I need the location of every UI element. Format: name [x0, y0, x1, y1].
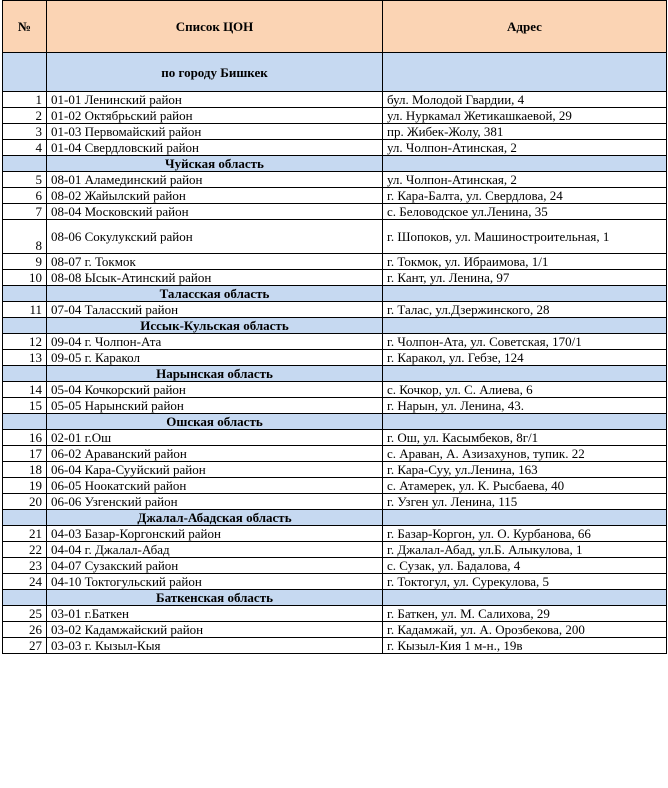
- section-title: Баткенская область: [47, 590, 383, 606]
- section-row: [3, 53, 667, 92]
- section-num-cell: [3, 510, 47, 526]
- table-row: [3, 220, 667, 254]
- section-row: [3, 286, 667, 302]
- row-number: 1: [3, 92, 47, 108]
- table-row: [3, 430, 667, 446]
- section-num-cell: [3, 156, 47, 172]
- header-address: Адрес: [383, 1, 667, 53]
- table-row: [3, 622, 667, 638]
- table-row: [3, 494, 667, 510]
- row-number: 24: [3, 574, 47, 590]
- section-title: по городу Бишкек: [47, 53, 383, 92]
- section-num-cell: [3, 286, 47, 302]
- table-row: [3, 462, 667, 478]
- tson-name: 07-04 Таласский район: [47, 302, 383, 318]
- tson-address: г. Кант, ул. Ленина, 97: [383, 270, 667, 286]
- tson-address: с. Кочкор, ул. С. Алиева, 6: [383, 382, 667, 398]
- table-row: [3, 302, 667, 318]
- table-row: [3, 638, 667, 654]
- table-body: [3, 53, 667, 654]
- header-num: №: [3, 1, 47, 53]
- table-row: [3, 478, 667, 494]
- tson-name: 05-04 Кочкорский район: [47, 382, 383, 398]
- tson-name: 08-07 г. Токмок: [47, 254, 383, 270]
- table-row: [3, 254, 667, 270]
- section-row: [3, 590, 667, 606]
- tson-name: 09-05 г. Каракол: [47, 350, 383, 366]
- tson-name: 08-08 Ысык-Атинский район: [47, 270, 383, 286]
- tson-address: г. Нарын, ул. Ленина, 43.: [383, 398, 667, 414]
- tson-name: 06-05 Ноокатский район: [47, 478, 383, 494]
- tson-name: 03-01 г.Баткен: [47, 606, 383, 622]
- section-num-cell: [3, 318, 47, 334]
- section-addr-cell: [383, 510, 667, 526]
- tson-name: 04-03 Базар-Коргонский район: [47, 526, 383, 542]
- table-row: [3, 558, 667, 574]
- table-row: [3, 172, 667, 188]
- row-number: 25: [3, 606, 47, 622]
- table-row: [3, 606, 667, 622]
- table-row: [3, 124, 667, 140]
- row-number: 9: [3, 254, 47, 270]
- section-num-cell: [3, 590, 47, 606]
- tson-name: 09-04 г. Чолпон-Ата: [47, 334, 383, 350]
- tson-address: г. Токмок, ул. Ибраимова, 1/1: [383, 254, 667, 270]
- tson-address: пр. Жибек-Жолу, 381: [383, 124, 667, 140]
- tson-address: бул. Молодой Гвардии, 4: [383, 92, 667, 108]
- row-number: 11: [3, 302, 47, 318]
- tson-address: г. Кара-Суу, ул.Ленина, 163: [383, 462, 667, 478]
- row-number: 3: [3, 124, 47, 140]
- row-number: 8: [3, 220, 47, 254]
- section-addr-cell: [383, 590, 667, 606]
- row-number: 21: [3, 526, 47, 542]
- section-title: Таласская область: [47, 286, 383, 302]
- tson-name: 05-05 Нарынский район: [47, 398, 383, 414]
- tson-name: 01-03 Первомайский район: [47, 124, 383, 140]
- row-number: 16: [3, 430, 47, 446]
- section-title: Джалал-Абадская область: [47, 510, 383, 526]
- section-num-cell: [3, 414, 47, 430]
- tson-address: ул. Нуркамал Жетикашкаевой, 29: [383, 108, 667, 124]
- tson-address: с. Беловодское ул.Ленина, 35: [383, 204, 667, 220]
- section-row: [3, 414, 667, 430]
- row-number: 22: [3, 542, 47, 558]
- header-list: Список ЦОН: [47, 1, 383, 53]
- section-row: [3, 318, 667, 334]
- row-number: 20: [3, 494, 47, 510]
- row-number: 4: [3, 140, 47, 156]
- table-row: [3, 270, 667, 286]
- row-number: 5: [3, 172, 47, 188]
- row-number: 2: [3, 108, 47, 124]
- section-num-cell: [3, 53, 47, 92]
- section-addr-cell: [383, 53, 667, 92]
- tson-address: г. Кызыл-Кия 1 м-н., 19в: [383, 638, 667, 654]
- tson-address: ул. Чолпон-Атинская, 2: [383, 172, 667, 188]
- tson-name: 04-07 Сузакский район: [47, 558, 383, 574]
- table-row: [3, 398, 667, 414]
- tson-name: 01-04 Свердловский район: [47, 140, 383, 156]
- tson-name: 04-10 Токтогульский район: [47, 574, 383, 590]
- tson-name: 03-02 Кадамжайский район: [47, 622, 383, 638]
- tson-address: г. Шопоков, ул. Машиностроительная, 1: [383, 220, 667, 254]
- table-row: [3, 334, 667, 350]
- tson-address: с. Сузак, ул. Бадалова, 4: [383, 558, 667, 574]
- table-row: [3, 108, 667, 124]
- table-row: [3, 542, 667, 558]
- row-number: 26: [3, 622, 47, 638]
- row-number: 10: [3, 270, 47, 286]
- tson-address: г. Чолпон-Ата, ул. Советская, 170/1: [383, 334, 667, 350]
- table-row: [3, 382, 667, 398]
- table-row: [3, 140, 667, 156]
- tson-name: 01-01 Ленинский район: [47, 92, 383, 108]
- table-row: [3, 526, 667, 542]
- table-row: [3, 574, 667, 590]
- table-row: [3, 446, 667, 462]
- table-row: [3, 350, 667, 366]
- tson-address: г. Баткен, ул. М. Салихова, 29: [383, 606, 667, 622]
- tson-name: 04-04 г. Джалал-Абад: [47, 542, 383, 558]
- section-title: Ошская область: [47, 414, 383, 430]
- tson-table: [2, 0, 667, 654]
- tson-name: 06-02 Араванский район: [47, 446, 383, 462]
- tson-address: г. Узген ул. Ленина, 115: [383, 494, 667, 510]
- section-row: [3, 156, 667, 172]
- section-title: Иссык-Кульская область: [47, 318, 383, 334]
- row-number: 27: [3, 638, 47, 654]
- row-number: 23: [3, 558, 47, 574]
- row-number: 13: [3, 350, 47, 366]
- section-addr-cell: [383, 318, 667, 334]
- tson-name: 08-06 Сокулукский район: [47, 220, 383, 254]
- section-addr-cell: [383, 156, 667, 172]
- tson-name: 02-01 г.Ош: [47, 430, 383, 446]
- row-number: 7: [3, 204, 47, 220]
- tson-address: г. Кадамжай, ул. А. Орозбекова, 200: [383, 622, 667, 638]
- section-title: Чуйская область: [47, 156, 383, 172]
- table-header-row: [3, 1, 667, 53]
- tson-name: 01-02 Октябрьский район: [47, 108, 383, 124]
- tson-name: 08-02 Жайылский район: [47, 188, 383, 204]
- table-row: [3, 204, 667, 220]
- tson-address: г. Ош, ул. Касымбеков, 8г/1: [383, 430, 667, 446]
- row-number: 19: [3, 478, 47, 494]
- section-num-cell: [3, 366, 47, 382]
- tson-address: с. Атамерек, ул. К. Рысбаева, 40: [383, 478, 667, 494]
- tson-name: 06-06 Узгенский район: [47, 494, 383, 510]
- row-number: 12: [3, 334, 47, 350]
- row-number: 17: [3, 446, 47, 462]
- tson-address: г. Кара-Балта, ул. Свердлова, 24: [383, 188, 667, 204]
- row-number: 14: [3, 382, 47, 398]
- tson-address: ул. Чолпон-Атинская, 2: [383, 140, 667, 156]
- row-number: 15: [3, 398, 47, 414]
- section-addr-cell: [383, 414, 667, 430]
- tson-address: с. Араван, А. Азизахунов, тупик. 22: [383, 446, 667, 462]
- table-row: [3, 188, 667, 204]
- row-number: 18: [3, 462, 47, 478]
- tson-name: 03-03 г. Кызыл-Кыя: [47, 638, 383, 654]
- tson-address: г. Джалал-Абад, ул.Б. Алыкулова, 1: [383, 542, 667, 558]
- tson-address: г. Токтогул, ул. Сурекулова, 5: [383, 574, 667, 590]
- tson-name: 06-04 Кара-Сууйский район: [47, 462, 383, 478]
- row-number: 6: [3, 188, 47, 204]
- tson-name: 08-04 Московский район: [47, 204, 383, 220]
- tson-address: г. Талас, ул.Дзержинского, 28: [383, 302, 667, 318]
- section-row: [3, 510, 667, 526]
- tson-address: г. Каракол, ул. Гебзе, 124: [383, 350, 667, 366]
- tson-name: 08-01 Аламединский район: [47, 172, 383, 188]
- section-addr-cell: [383, 366, 667, 382]
- section-row: [3, 366, 667, 382]
- section-title: Нарынская область: [47, 366, 383, 382]
- tson-address: г. Базар-Коргон, ул. О. Курбанова, 66: [383, 526, 667, 542]
- table-row: [3, 92, 667, 108]
- section-addr-cell: [383, 286, 667, 302]
